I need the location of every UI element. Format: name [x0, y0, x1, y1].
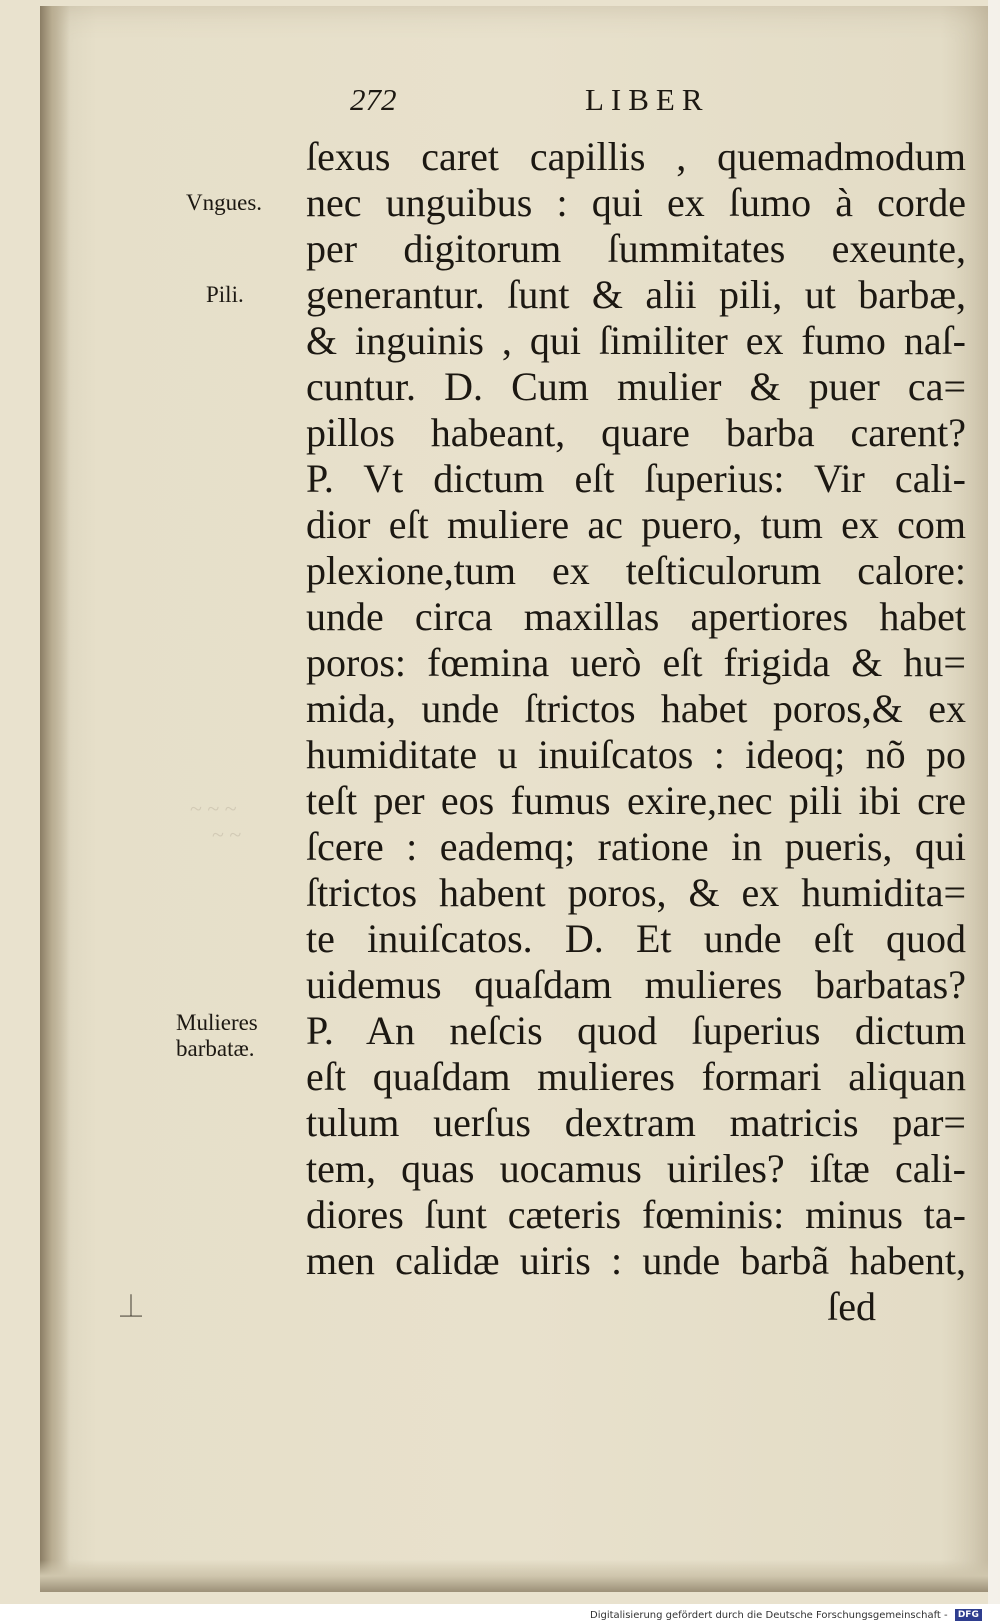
- ink-blot: ⏊: [120, 1294, 143, 1319]
- text-line: ſcere : eademq; ratione in pueris, qui: [306, 824, 966, 869]
- text-line: teſt per eos fumus exire,nec pili ibi cre: [306, 778, 966, 823]
- text-line: unde circa maxillas apertiores habet: [306, 594, 966, 639]
- margin-note-vngues: Vngues.: [186, 190, 263, 215]
- text-line: te inuiſcatos. D. Et unde eſt quod: [306, 916, 966, 961]
- text-line: per digitorum ſummitates exeunte,: [306, 226, 966, 271]
- bleed-through-mark: ~ ~ ~: [190, 796, 237, 821]
- text-line: humiditate u inuiſcatos : ideoq; nõ po: [306, 732, 966, 777]
- page-number: 272: [350, 82, 397, 117]
- text-line: cuntur. D. Cum mulier & puer ca=: [306, 364, 966, 409]
- footer-credit: [590, 1608, 982, 1624]
- text-line: uidemus quaſdam mulieres barbatas?: [306, 962, 966, 1007]
- text-line: dior eſt muliere ac puero, tum ex com: [306, 502, 966, 547]
- text-line: diores ſunt cæteris fœminis: minus ta-: [306, 1192, 966, 1237]
- text-line: & inguinis , qui ſimiliter ex fumo naſ-: [306, 318, 966, 363]
- text-line: nec unguibus : qui ex ſumo à corde: [306, 180, 966, 225]
- margin-note-mulieres-line1: Mulieres: [176, 1010, 258, 1035]
- dfg-logo: DFG: [955, 1609, 982, 1621]
- scan-right-margin: [988, 0, 1000, 1604]
- text-line: P. Vt dictum eſt ſuperius: Vir cali-: [306, 456, 966, 501]
- text-line: plexione,tum ex teſticulorum calore:: [306, 548, 966, 593]
- text-line: tem, quas uocamus uiriles? iſtæ cali-: [306, 1146, 966, 1191]
- page-gutter-shadow: [40, 6, 70, 1592]
- page-bottom-edge: [40, 1560, 988, 1592]
- text-line: men calidæ uiris : unde barbã habent,: [306, 1238, 966, 1283]
- text-line: P. An neſcis quod ſuperius dictum: [306, 1008, 966, 1053]
- footer-credit-text: Digitalisierung gefördert durch die Deutsche Forschungsgemeinschaft -: [590, 1610, 948, 1621]
- text-line: mida, unde ſtrictos habet poros,& ex: [306, 686, 966, 731]
- bleed-through-mark: ~ ~: [212, 822, 242, 847]
- page-header: [350, 82, 750, 122]
- margin-note-mulieres-line2: barbatæ.: [176, 1036, 255, 1061]
- main-text-block: [306, 134, 966, 1330]
- text-line: poros: fœmina uerò eſt frigida & hu=: [306, 640, 966, 685]
- margin-note-pili: Pili.: [206, 282, 244, 307]
- running-head: LIBER: [585, 82, 710, 117]
- text-line: eſt quaſdam mulieres formari aliquan: [306, 1054, 966, 1099]
- text-line: ſexus caret capillis , quemadmodum: [306, 134, 966, 179]
- margin-note-mulieres: [176, 1010, 258, 1062]
- catchword: ſed: [827, 1284, 876, 1329]
- text-line: tulum uerſus dextram matricis par=: [306, 1100, 966, 1145]
- text-line: ſtrictos habent poros, & ex humidita=: [306, 870, 966, 915]
- text-line: pillos habeant, quare barba carent?: [306, 410, 966, 455]
- text-line: generantur. ſunt & alii pili, ut barbæ,: [306, 272, 966, 317]
